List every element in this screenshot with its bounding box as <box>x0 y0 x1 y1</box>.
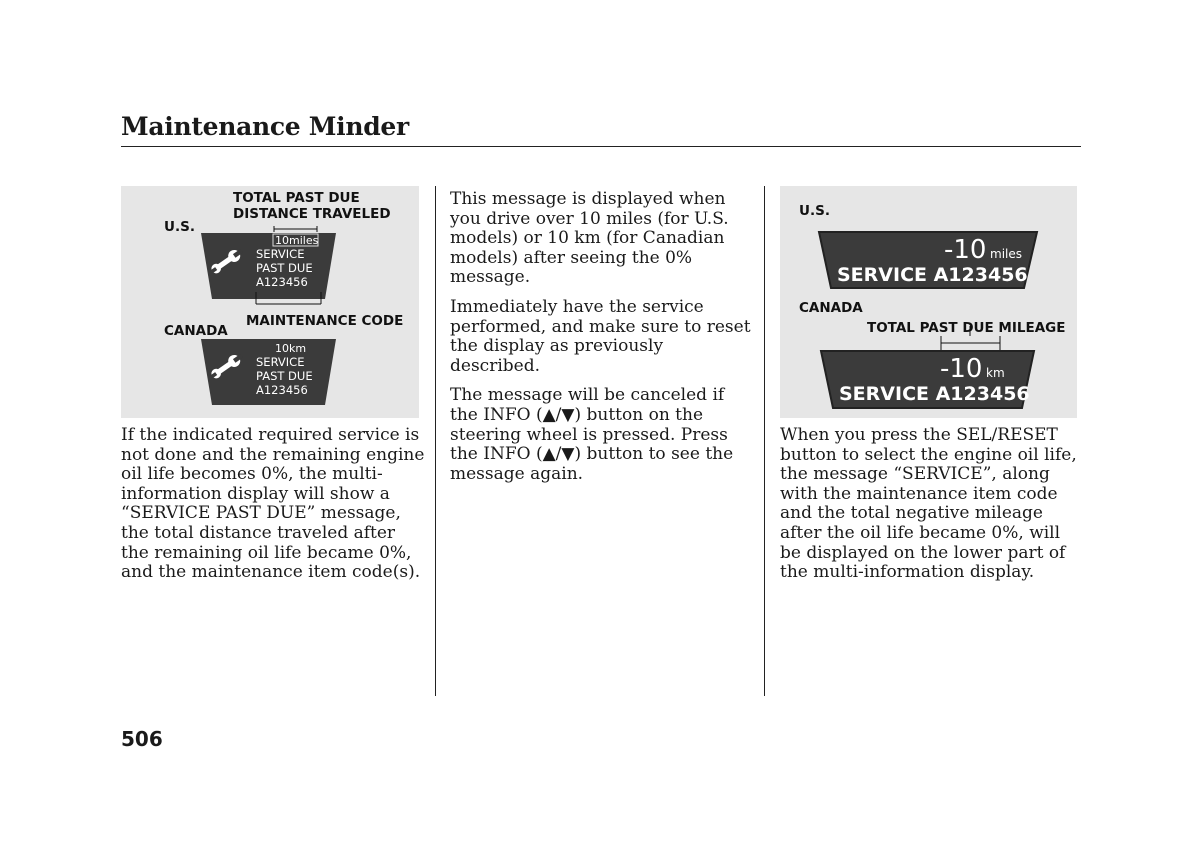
label-total-past-due-mileage: TOTAL PAST DUE MILEAGE <box>867 320 1066 336</box>
us-value: -10 <box>944 235 987 265</box>
label-distance-traveled: DISTANCE TRAVELED <box>233 206 391 222</box>
us-code: A123456 <box>256 275 308 289</box>
column-2-text <box>450 190 755 494</box>
canada-unit: km <box>986 366 1005 380</box>
page-title: Maintenance Minder <box>121 112 409 141</box>
canada-code: A123456 <box>256 383 308 397</box>
us-line2: PAST DUE <box>256 261 313 275</box>
page-number: 506 <box>121 727 163 751</box>
paragraph: The message will be canceled if the INFO (▲/▼) button on the steering wheel is pressed. Press the INFO (▲/▼) button to see the message again. <box>450 385 734 484</box>
canada-line1: SERVICE <box>256 355 305 369</box>
canada-line2: PAST DUE <box>256 369 313 383</box>
label-canada: CANADA <box>799 300 863 316</box>
us-distance: 10miles <box>275 234 319 247</box>
label-maintenance-code: MAINTENANCE CODE <box>246 313 404 329</box>
column-divider <box>435 186 436 696</box>
canada-service: SERVICE A123456 <box>839 383 1030 405</box>
figure-service-past-due <box>121 186 419 418</box>
column-divider <box>764 186 765 696</box>
us-service: SERVICE A123456 <box>837 264 1028 286</box>
paragraph: When you press the SEL/RESET button to select the engine oil life, the message “SERVICE”, along with the maintenance item code and the total negative mileage after the oil life became 0%, will be displayed on the lower part of the multi-information display. <box>780 425 1077 583</box>
column-3-text <box>780 426 1085 593</box>
figure-negative-mileage <box>780 186 1077 418</box>
us-display-graphic <box>121 186 419 418</box>
paragraph: This message is displayed when you drive over 10 miles (for U.S. models) or 10 km (for Canadian models) after seeing the 0% message. <box>450 189 729 288</box>
canada-value: -10 <box>940 354 983 384</box>
paragraph: If the indicated required service is not done and the remaining engine oil life becomes 0%, the multi-information display will show a “SERVICE PAST DUE” message, the total distance traveled after the remaining oil life became 0%, and the maintenance item code(s). <box>121 425 425 583</box>
us-unit: miles <box>990 247 1022 261</box>
label-us: U.S. <box>799 203 830 219</box>
canada-distance: 10km <box>275 342 307 355</box>
label-canada: CANADA <box>164 323 228 339</box>
us-line1: SERVICE <box>256 247 305 261</box>
column-1-text <box>121 426 426 593</box>
title-rule <box>121 146 1081 147</box>
negative-mileage-graphic <box>780 186 1077 418</box>
label-total-past-due: TOTAL PAST DUE <box>233 190 360 206</box>
label-us: U.S. <box>164 219 195 235</box>
paragraph: Immediately have the service performed, and make sure to reset the display as previously described. <box>450 296 751 376</box>
